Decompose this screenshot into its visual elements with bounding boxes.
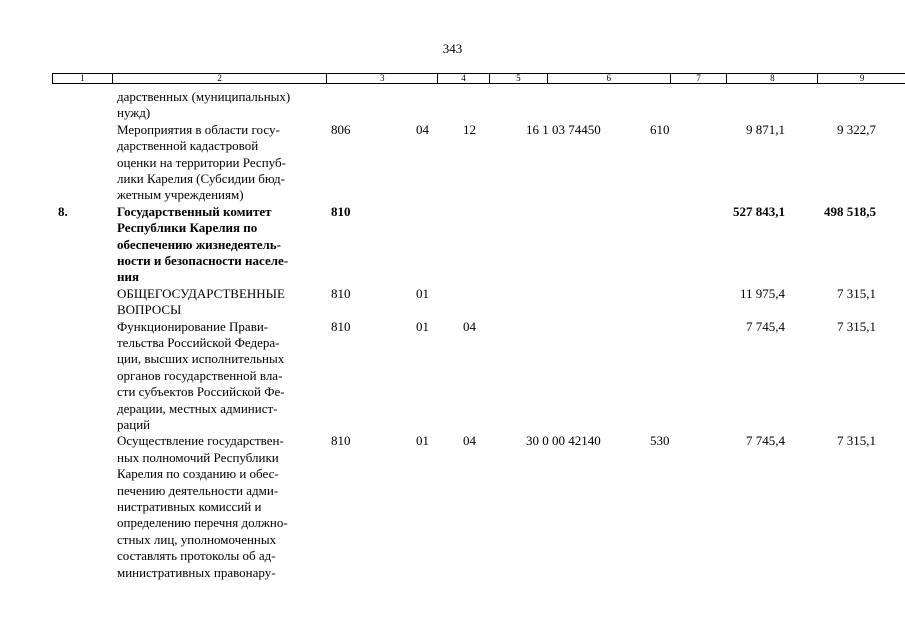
cell-col-9: 498 518,5 [824,203,876,219]
cell-col-9: 7 315,1 [837,318,876,334]
cell-col-9: 7 315,1 [837,285,876,301]
cell-col-4: 01 [416,318,429,334]
row-name-line: стных лиц, уполномоченных [117,531,277,547]
cell-col-5: 12 [463,121,476,137]
row-name-line: ВОПРОСЫ [117,302,182,318]
cell-col-3: 810 [331,203,351,219]
row-name-line: жетным учреждениям) [117,187,244,203]
table-header [52,73,905,84]
row-name-line: Карелия по созданию и обес- [117,466,279,482]
header-cell-3: 3 [326,74,437,83]
cell-col-9: 9 322,7 [837,121,876,137]
row-name-line: обеспечению жизнедеятель- [117,236,281,252]
cell-col-6: 30 0 00 42140 [526,433,601,449]
row-name-line: дарственных (муниципальных) [117,89,291,104]
cell-col-4: 01 [416,285,429,301]
table-row [0,319,905,434]
cell-col-7: 610 [650,121,670,137]
row-name [117,204,327,286]
row-name-line: Осуществление государствен- [117,433,284,449]
row-name-line: министративных правонару- [117,564,276,580]
row-name-line: дерации, местных админист- [117,400,278,416]
row-name-line: определению перечня должно- [117,515,288,531]
cell-col-9: 7 315,1 [837,433,876,449]
table-row [0,204,905,286]
table-row [0,122,905,204]
row-name-line: тельства Российской Федера- [117,335,280,350]
row-name-line: Республики Карелия по [117,220,258,236]
row-name-line: ции, высших исполнительных [117,351,285,367]
row-name-line: ОБЩЕГОСУДАРСТВЕННЫЕ [117,285,285,301]
row-name-line: сти субъектов Российской Фе- [117,384,285,400]
cell-col-8: 7 745,4 [746,433,785,449]
header-cell-7: 7 [670,74,727,83]
cell-col-7: 530 [650,433,670,449]
cell-col-3: 810 [331,433,351,449]
header-cell-2: 2 [112,74,327,83]
row-name [117,89,327,122]
table-body [0,89,905,581]
cell-col-3: 806 [331,121,351,137]
cell-col-8: 7 745,4 [746,318,785,334]
cell-col-3: 810 [331,318,351,334]
cell-col-8: 527 843,1 [733,203,785,219]
row-name-line: лики Карелия (Субсидии бюд- [117,171,285,187]
row-name-line: нужд) [117,105,151,121]
cell-col-5: 04 [463,318,476,334]
row-name [117,319,327,434]
table-row [0,286,905,319]
header-cell-6: 6 [547,74,670,83]
cell-col-8: 9 871,1 [746,121,785,137]
row-name-line: раций [117,417,151,433]
table-row [0,89,905,122]
header-cell-1: 1 [80,73,85,83]
row-name-line: ния [117,269,140,285]
row-name [117,122,327,204]
header-cell-9: 9 [817,74,905,83]
cell-col-3: 810 [331,285,351,301]
cell-col-4: 01 [416,433,429,449]
row-name-line: оценки на территории Респуб- [117,154,286,170]
table-row [0,433,905,581]
row-name-line: ных полномочий Республики [117,449,279,465]
cell-col-4: 04 [416,121,429,137]
row-number: 8. [58,203,68,219]
cell-col-8: 11 975,4 [739,285,785,301]
header-cell-5: 5 [489,74,547,83]
row-name-line: печению деятельности адми- [117,482,279,498]
row-name-line: Государственный комитет [117,203,272,219]
row-name-line: ности и безопасности населе- [117,253,289,269]
cell-col-6: 16 1 03 74450 [526,121,601,137]
row-name [117,433,327,581]
row-name-line: органов государственной вла- [117,367,283,383]
row-name-line: составлять протоколы об ад- [117,548,276,564]
row-name-line: Функционирование Прави- [117,318,269,334]
header-cell-8: 8 [726,74,817,83]
cell-col-5: 04 [463,433,476,449]
page-number: 343 [442,41,463,56]
row-name-line: нистративных комиссий и [117,499,262,515]
row-name [117,286,327,319]
row-name-line: дарственной кадастровой [117,138,259,154]
row-name-line: Мероприятия в области госу- [117,121,280,137]
header-cell-4: 4 [437,74,489,83]
